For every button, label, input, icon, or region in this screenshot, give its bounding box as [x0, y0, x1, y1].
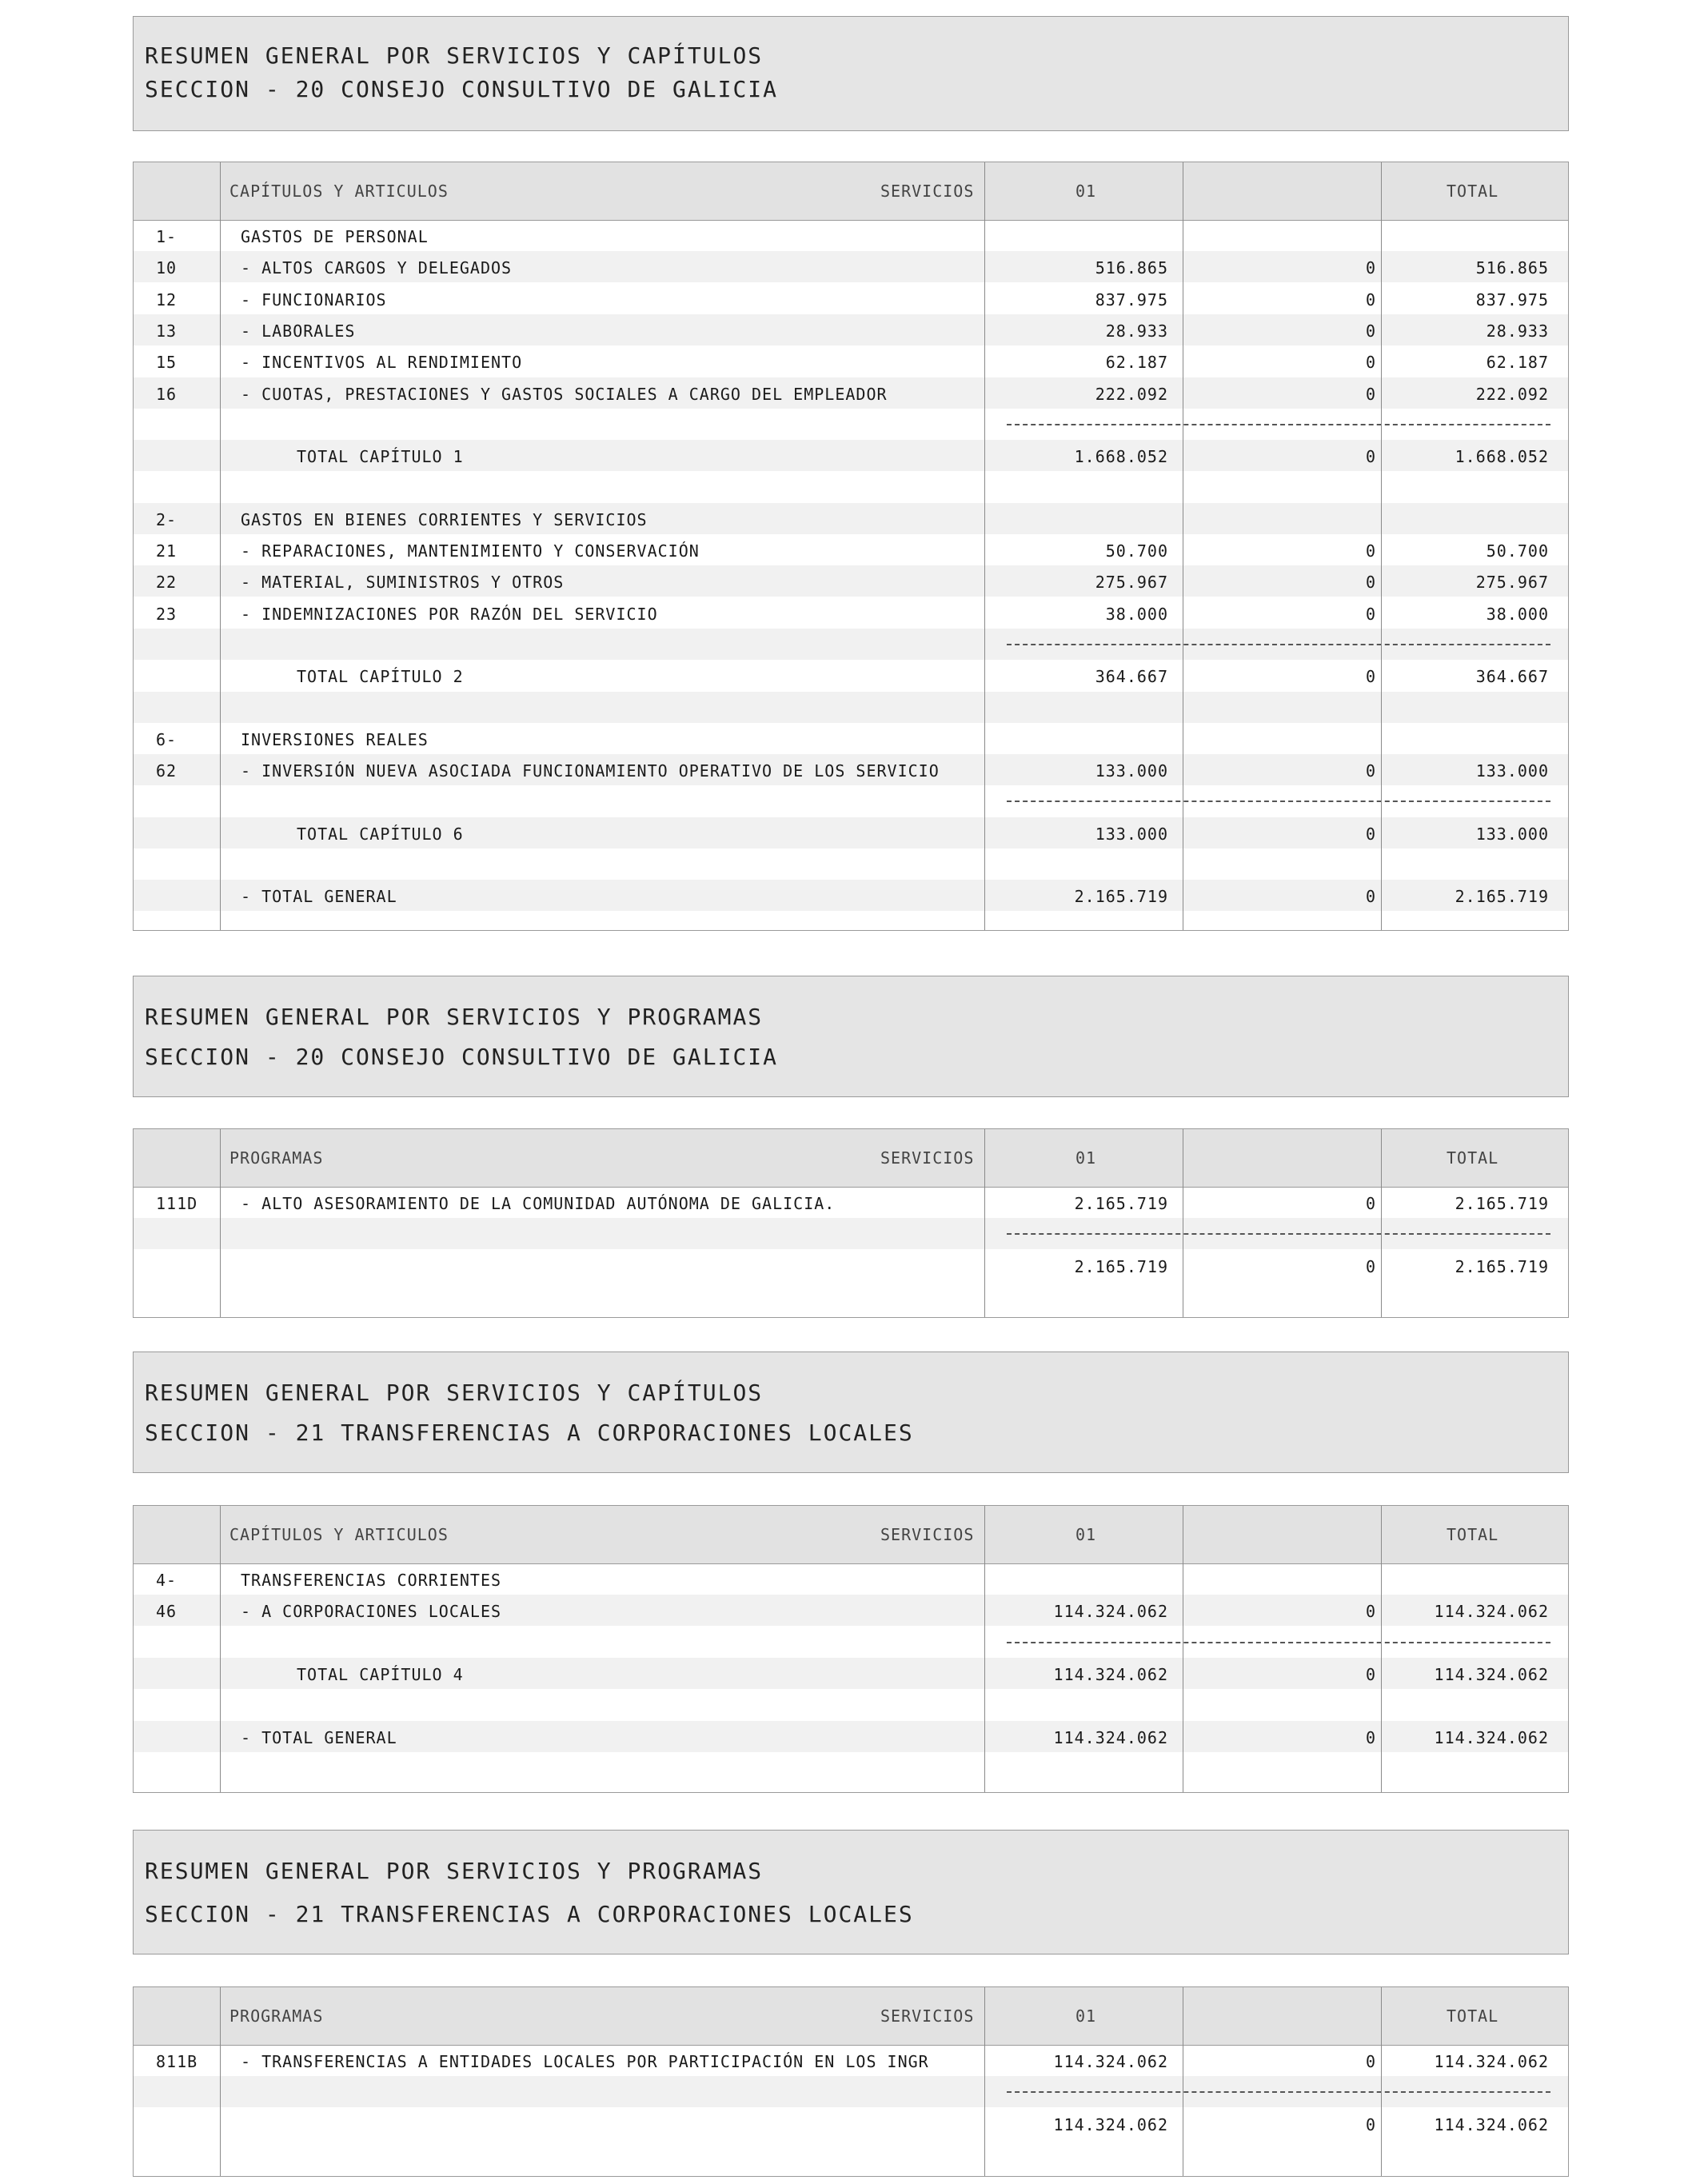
value-total: 114.324.062: [1434, 1602, 1549, 1622]
row-description: - LABORALES: [241, 321, 356, 341]
value-total: 2.165.719: [1455, 1194, 1549, 1213]
value-01: 364.667: [1095, 667, 1168, 687]
value-blank-column: 0: [1365, 1727, 1376, 1747]
column-header-servicios: SERVICIOS: [880, 182, 975, 201]
row-code: 62: [156, 761, 178, 781]
column-header-description: CAPÍTULOS Y ARTICULOS: [229, 182, 449, 201]
column-divider: [220, 1987, 221, 2176]
table-row: [134, 597, 1568, 629]
total-label: TOTAL CAPÍTULO 2: [297, 667, 464, 687]
value-01: 222.092: [1095, 384, 1168, 404]
section-subtitle: SECCION - 21 TRANSFERENCIAS A CORPORACIONES LOCALES: [145, 1419, 914, 1446]
table-row: [134, 1595, 1568, 1626]
value-blank-column: 0: [1365, 604, 1376, 624]
value-total: 2.165.719: [1455, 1256, 1549, 1276]
value-01: 2.165.719: [1074, 1194, 1168, 1213]
column-header-total: TOTAL: [1447, 1148, 1499, 1168]
table-row: [134, 409, 1568, 440]
row-code: 811B: [156, 2052, 198, 2071]
row-code: 111D: [156, 1194, 198, 1213]
row-code: 4-: [156, 1571, 178, 1590]
value-blank-column: 0: [1365, 1256, 1376, 1276]
row-code: 23: [156, 604, 178, 624]
value-01: 114.324.062: [1053, 1727, 1168, 1747]
total-label: TOTAL CAPÍTULO 1: [297, 447, 464, 467]
section-header: [133, 976, 1569, 1097]
value-blank-column: 0: [1365, 1602, 1376, 1622]
section-subtitle: SECCION - 21 TRANSFERENCIAS A CORPORACIONES LOCALES: [145, 1901, 914, 1927]
table-header: [134, 162, 1568, 221]
row-code: 15: [156, 353, 178, 373]
row-description: - A CORPORACIONES LOCALES: [241, 1602, 502, 1622]
row-code: 12: [156, 289, 178, 309]
table-row: [134, 471, 1568, 502]
budget-table: [133, 162, 1569, 931]
row-code: 46: [156, 1602, 178, 1622]
value-blank-column: 0: [1365, 258, 1376, 278]
row-description: GASTOS DE PERSONAL: [241, 227, 429, 246]
table-row: [134, 723, 1568, 754]
table-row: [134, 848, 1568, 880]
row-description: TRANSFERENCIAS CORRIENTES: [241, 1571, 502, 1590]
row-code: 10: [156, 258, 178, 278]
row-description: - INCENTIVOS AL RENDIMIENTO: [241, 353, 523, 373]
table-row: [134, 345, 1568, 377]
row-description: - FUNCIONARIOS: [241, 289, 387, 309]
value-total: 114.324.062: [1434, 2114, 1549, 2134]
table-row: [134, 1658, 1568, 1689]
column-divider: [220, 1506, 221, 1792]
column-header-description: CAPÍTULOS Y ARTICULOS: [229, 1525, 449, 1544]
table-row: [134, 534, 1568, 565]
row-code: 6-: [156, 729, 178, 749]
value-total: 28.933: [1486, 321, 1549, 341]
column-divider: [984, 1506, 985, 1792]
column-header-01: 01: [1075, 182, 1097, 201]
section-header: [133, 16, 1569, 131]
table-row: [134, 660, 1568, 691]
section-subtitle: SECCION - 20 CONSEJO CONSULTIVO DE GALICIA: [145, 76, 779, 102]
section-header: [133, 1352, 1569, 1473]
value-blank-column: 0: [1365, 1664, 1376, 1684]
row-code: 2-: [156, 509, 178, 529]
total-label: - TOTAL GENERAL: [241, 887, 397, 907]
value-blank-column: 0: [1365, 2052, 1376, 2071]
table-row: [134, 440, 1568, 471]
budget-table: [133, 1128, 1569, 1318]
value-01: 114.324.062: [1053, 1602, 1168, 1622]
subtotal-divider: [1007, 424, 1550, 425]
value-blank-column: 0: [1365, 321, 1376, 341]
value-01: 50.700: [1105, 541, 1168, 561]
total-label: - TOTAL GENERAL: [241, 1727, 397, 1747]
row-description: - ALTOS CARGOS Y DELEGADOS: [241, 258, 513, 278]
value-blank-column: 0: [1365, 541, 1376, 561]
value-blank-column: 0: [1365, 573, 1376, 593]
subtotal-divider: [1007, 1642, 1550, 1643]
value-total: 516.865: [1475, 258, 1549, 278]
table-header: [134, 1506, 1568, 1564]
section-subtitle: SECCION - 20 CONSEJO CONSULTIVO DE GALICIA: [145, 1044, 779, 1070]
table-row: [134, 1563, 1568, 1595]
column-header-total: TOTAL: [1447, 2006, 1499, 2026]
table-row: [134, 1187, 1568, 1218]
row-description: - ALTO ASESORAMIENTO DE LA COMUNIDAD AUTÓNOMA DE GALICIA.: [241, 1194, 836, 1213]
row-description: - INDEMNIZACIONES POR RAZÓN DEL SERVICIO: [241, 604, 658, 624]
table-row: [134, 817, 1568, 848]
section-title: RESUMEN GENERAL POR SERVICIOS Y PROGRAMAS: [145, 1004, 764, 1030]
value-total: 114.324.062: [1434, 2052, 1549, 2071]
value-total: 38.000: [1486, 604, 1549, 624]
column-header-description: PROGRAMAS: [229, 2006, 324, 2026]
table-row: [134, 220, 1568, 251]
value-total: 275.967: [1475, 573, 1549, 593]
table-row: [134, 1218, 1568, 1249]
value-01: 28.933: [1105, 321, 1168, 341]
column-divider: [984, 1129, 985, 1317]
value-blank-column: 0: [1365, 887, 1376, 907]
table-row: [134, 2076, 1568, 2107]
total-label: TOTAL CAPÍTULO 4: [297, 1664, 464, 1684]
column-header-total: TOTAL: [1447, 182, 1499, 201]
budget-table: [133, 1986, 1569, 2177]
row-code: 13: [156, 321, 178, 341]
column-divider: [1381, 1129, 1382, 1317]
row-code: 21: [156, 541, 178, 561]
row-description: - INVERSIÓN NUEVA ASOCIADA FUNCIONAMIENTO OPERATIVO DE LOS SERVICIO: [241, 761, 940, 781]
row-description: INVERSIONES REALES: [241, 729, 429, 749]
value-blank-column: 0: [1365, 667, 1376, 687]
value-total: 114.324.062: [1434, 1727, 1549, 1747]
value-total: 133.000: [1475, 761, 1549, 781]
column-divider: [220, 162, 221, 930]
column-header-total: TOTAL: [1447, 1525, 1499, 1544]
column-header-01: 01: [1075, 1148, 1097, 1168]
column-divider: [1381, 1506, 1382, 1792]
value-01: 837.975: [1095, 289, 1168, 309]
total-label: TOTAL CAPÍTULO 6: [297, 824, 464, 844]
table-row: [134, 503, 1568, 534]
value-blank-column: 0: [1365, 824, 1376, 844]
row-description: - MATERIAL, SUMINISTROS Y OTROS: [241, 573, 565, 593]
column-divider: [220, 1129, 221, 1317]
column-header-servicios: SERVICIOS: [880, 1148, 975, 1168]
column-divider: [1381, 1987, 1382, 2176]
value-total: 133.000: [1475, 824, 1549, 844]
column-header-description: PROGRAMAS: [229, 1148, 324, 1168]
row-description: - REPARACIONES, MANTENIMIENTO Y CONSERVACIÓN: [241, 541, 700, 561]
section-title: RESUMEN GENERAL POR SERVICIOS Y CAPÍTULOS: [145, 1379, 764, 1406]
table-header: [134, 1129, 1568, 1188]
value-01: 133.000: [1095, 761, 1168, 781]
value-total: 837.975: [1475, 289, 1549, 309]
value-total: 114.324.062: [1434, 1664, 1549, 1684]
row-code: 16: [156, 384, 178, 404]
value-total: 1.668.052: [1455, 447, 1549, 467]
section-header: [133, 1830, 1569, 1954]
value-total: 222.092: [1475, 384, 1549, 404]
value-blank-column: 0: [1365, 289, 1376, 309]
table-row: [134, 283, 1568, 314]
section-title: RESUMEN GENERAL POR SERVICIOS Y PROGRAMAS: [145, 1858, 764, 1884]
value-total: 50.700: [1486, 541, 1549, 561]
value-01: 133.000: [1095, 824, 1168, 844]
value-01: 275.967: [1095, 573, 1168, 593]
table-row: [134, 377, 1568, 409]
budget-table: [133, 1505, 1569, 1793]
column-header-01: 01: [1075, 1525, 1097, 1544]
section-title: RESUMEN GENERAL POR SERVICIOS Y CAPÍTULOS: [145, 42, 764, 69]
column-header-servicios: SERVICIOS: [880, 2006, 975, 2026]
table-row: [134, 314, 1568, 345]
column-divider: [984, 162, 985, 930]
row-code: 1-: [156, 227, 178, 246]
value-blank-column: 0: [1365, 1194, 1376, 1213]
table-row: [134, 785, 1568, 817]
column-divider: [1381, 162, 1382, 930]
value-blank-column: 0: [1365, 353, 1376, 373]
value-01: 114.324.062: [1053, 2114, 1168, 2134]
value-blank-column: 0: [1365, 2114, 1376, 2134]
table-row: [134, 1627, 1568, 1658]
table-row: [134, 2045, 1568, 2076]
value-01: 516.865: [1095, 258, 1168, 278]
value-01: 2.165.719: [1074, 1256, 1168, 1276]
row-description: - CUOTAS, PRESTACIONES Y GASTOS SOCIALES A CARGO DEL EMPLEADOR: [241, 384, 888, 404]
column-divider: [984, 1987, 985, 2176]
row-code: 22: [156, 573, 178, 593]
column-header-servicios: SERVICIOS: [880, 1525, 975, 1544]
value-total: 62.187: [1486, 353, 1549, 373]
table-row: [134, 754, 1568, 785]
row-description: - TRANSFERENCIAS A ENTIDADES LOCALES POR PARTICIPACIÓN EN LOS INGR: [241, 2052, 929, 2071]
table-row: [134, 692, 1568, 723]
value-total: 364.667: [1475, 667, 1549, 687]
value-01: 114.324.062: [1053, 1664, 1168, 1684]
row-description: GASTOS EN BIENES CORRIENTES Y SERVICIOS: [241, 509, 648, 529]
value-01: 1.668.052: [1074, 447, 1168, 467]
table-row: [134, 880, 1568, 911]
subtotal-divider: [1007, 644, 1550, 645]
subtotal-divider: [1007, 1233, 1550, 1235]
value-total: 2.165.719: [1455, 887, 1549, 907]
value-blank-column: 0: [1365, 761, 1376, 781]
subtotal-divider: [1007, 801, 1550, 802]
value-01: 2.165.719: [1074, 887, 1168, 907]
subtotal-divider: [1007, 2091, 1550, 2093]
table-row: [134, 629, 1568, 660]
value-01: 62.187: [1105, 353, 1168, 373]
column-header-01: 01: [1075, 2006, 1097, 2026]
value-blank-column: 0: [1365, 447, 1376, 467]
table-row: [134, 1250, 1568, 1281]
table-row: [134, 1689, 1568, 1720]
table-row: [134, 251, 1568, 282]
value-01: 38.000: [1105, 604, 1168, 624]
value-blank-column: 0: [1365, 384, 1376, 404]
table-row: [134, 2108, 1568, 2139]
table-header: [134, 1987, 1568, 2046]
value-01: 114.324.062: [1053, 2052, 1168, 2071]
table-row: [134, 1721, 1568, 1752]
table-row: [134, 565, 1568, 597]
